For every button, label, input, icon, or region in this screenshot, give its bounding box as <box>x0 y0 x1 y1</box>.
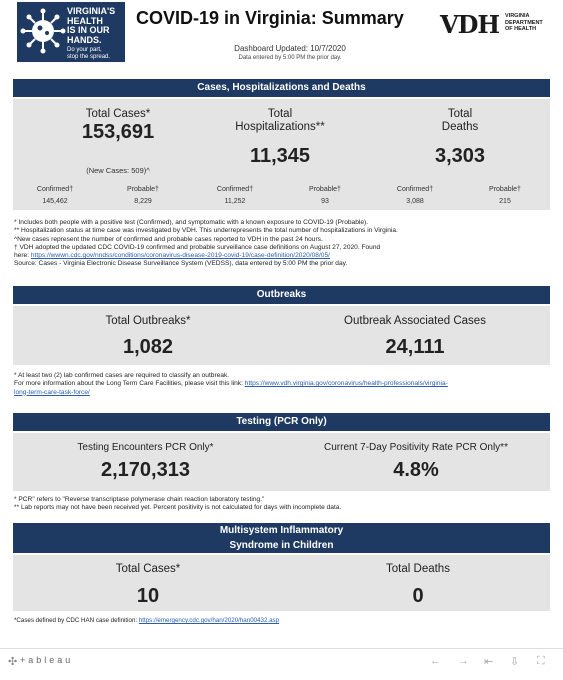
cdc-case-definition-link[interactable]: https://wwwn.cdc.gov/nndss/conditions/coronavirus-disease-2019-covid-19/case-definition/2020/08/05/ <box>30 252 330 260</box>
testing-encounters-label: Testing Encounters PCR Only* <box>77 442 214 453</box>
cases-section-header: Cases, Hospitalizations and Deaths <box>13 79 550 97</box>
note-text: *Cases defined by CDC HAN case definition: <box>14 617 138 624</box>
fullscreen-icon[interactable]: ⛶ <box>537 655 545 667</box>
total-cases-label: Total Cases* <box>85 108 151 120</box>
vdh-logo-text: VDH <box>440 10 500 39</box>
vdh-sub-line: VIRGINIA <box>505 13 530 19</box>
logo-line: HANDS. <box>67 34 102 45</box>
ltc-task-force-link-cont[interactable]: long-term-care-task-force/ <box>14 388 90 396</box>
testing-encounters-value: 2,170,313 <box>101 459 190 481</box>
cases-panel <box>13 99 550 210</box>
ltc-task-force-link[interactable]: https://www.vdh.virginia.gov/coronavirus/health-professionals/virginia- <box>244 380 448 388</box>
vdh-sub-line: DEPARTMENT <box>505 19 543 26</box>
misc-cases-label: Total Cases* <box>115 563 181 575</box>
breakdown-label: Confirmed† <box>396 186 434 193</box>
note-line: ^New cases represent the number of confirmed and probable cases reported to VDH in the past 24 hours. <box>14 235 323 243</box>
outbreak-cases-label: Outbreak Associated Cases <box>344 315 486 327</box>
note-line <box>14 252 554 260</box>
note-line: ** Lab reports may not have been received yet. Percent positivity is not calculated for days with incomplete data. <box>14 504 342 512</box>
note-line: † VDH adopted the updated CDC COVID-19 confirmed and probable surveillance case definitions on August 27, 2020. Found <box>14 243 381 251</box>
breakdown-value: 3,088 <box>406 198 424 205</box>
misc-header-line: Multisystem Inflammatory <box>219 525 344 536</box>
outbreaks-panel <box>13 306 550 365</box>
outbreaks-notes <box>14 372 554 397</box>
hospitalizations-label-1: Total <box>267 108 293 120</box>
note-line: * Includes both people with a positive test (Confirmed), and symptomatic with a known exposure to COVID-19 (Probable). <box>14 219 369 226</box>
deaths-label-1: Total <box>447 108 473 120</box>
breakdown-value: 145,462 <box>42 198 68 205</box>
misc-cases-value: 10 <box>136 585 160 607</box>
note-line: ** Hospitalization status at time case was investigated by VDH. This underrepresents the total number of hospitalizations in Virginia. <box>14 227 398 235</box>
hospitalizations-label-2: Hospitalizations** <box>235 121 325 133</box>
data-entered-note: Data entered by 5:00 PM the prior day. <box>238 55 342 61</box>
new-cases: (New Cases: 509)^ <box>86 166 150 175</box>
outbreaks-section-header: Outbreaks <box>13 286 550 304</box>
misc-deaths-value: 0 <box>412 585 424 607</box>
total-outbreaks-value: 1,082 <box>122 336 174 358</box>
breakdown-label: Confirmed† <box>36 186 74 193</box>
breakdown-label: Probable† <box>489 186 521 193</box>
vdh-sub-line: OF HEALTH <box>505 26 537 32</box>
tableau-toolbar <box>0 650 563 672</box>
testing-panel <box>13 433 550 491</box>
misc-deaths-label: Total Deaths <box>386 563 450 575</box>
logo-subtext <box>67 47 110 60</box>
breakdown-label: Probable† <box>309 186 341 193</box>
total-outbreaks-label: Total Outbreaks* <box>105 315 191 327</box>
total-cases-value: 153,691 <box>81 121 155 143</box>
cdc-han-link[interactable]: https://emergency.cdc.gov/han/2020/han00432.asp <box>138 617 280 624</box>
vdh-logo-subtext <box>505 13 543 33</box>
logo-line: HEALTH <box>67 15 103 26</box>
vdh-logo <box>440 10 550 40</box>
note-here: here: <box>14 252 30 260</box>
hospitalizations-value: 11,345 <box>249 145 311 167</box>
breakdown-value: 215 <box>499 198 511 205</box>
breakdown-value: 93 <box>321 198 329 205</box>
virus-icon <box>20 8 66 54</box>
testing-notes <box>14 496 554 513</box>
dashboard-updated: Dashboard Updated: 10/7/2020 <box>234 44 346 53</box>
footer-divider <box>0 648 563 649</box>
note-line <box>14 380 554 388</box>
tableau-logo-icon[interactable]: ✣ <box>8 656 18 668</box>
note-line: * At least two (2) lab confirmed cases are required to classify an outbreak. <box>14 372 230 379</box>
note-line: Source: Cases - Virginia Electronic Disease Surveillance System (VEDSS), data entered by 5:00 PM the prior day. <box>14 260 348 268</box>
logo-sub-line: stop the spread. <box>67 53 111 60</box>
misc-header-line: Syndrome in Children <box>229 540 334 551</box>
outbreak-cases-value: 24,111 <box>385 336 445 358</box>
tableau-brand[interactable]: +ableau <box>20 655 74 665</box>
cases-notes <box>14 219 554 269</box>
revert-icon[interactable]: ⇤ <box>484 656 494 668</box>
breakdown-value: 11,252 <box>224 198 246 205</box>
logo-sub-line: Do your part, <box>67 47 102 53</box>
misc-note <box>14 617 554 625</box>
deaths-label-2: Deaths <box>441 121 479 133</box>
breakdown-label: Probable† <box>127 186 159 193</box>
misc-section-header <box>13 523 550 553</box>
note-line: * PCR" refers to "Reverse transcriptase polymerase chain reaction laboratory testing." <box>14 496 265 503</box>
testing-section-header: Testing (PCR Only) <box>13 413 550 431</box>
breakdown-label: Confirmed† <box>216 186 254 193</box>
page-title: COVID-19 in Virginia: Summary <box>136 8 404 28</box>
deaths-value: 3,303 <box>434 145 486 167</box>
redo-icon[interactable]: → <box>458 655 469 667</box>
note-text: For more information about the Long Term Care Facilities, please visit this link: <box>14 380 243 388</box>
positivity-rate-label: Current 7-Day Positivity Rate PCR Only** <box>324 442 508 453</box>
logo-text <box>67 7 115 45</box>
virginia-health-logo <box>17 2 125 62</box>
logo-line: IS IN OUR <box>67 25 110 35</box>
undo-icon[interactable]: ← <box>430 655 441 667</box>
misc-panel <box>13 555 550 611</box>
positivity-rate-value: 4.8% <box>393 459 439 481</box>
breakdown-value: 8,229 <box>134 198 152 205</box>
download-icon[interactable]: ⇩ <box>510 656 520 668</box>
logo-line: VIRGINIA'S <box>67 6 116 16</box>
